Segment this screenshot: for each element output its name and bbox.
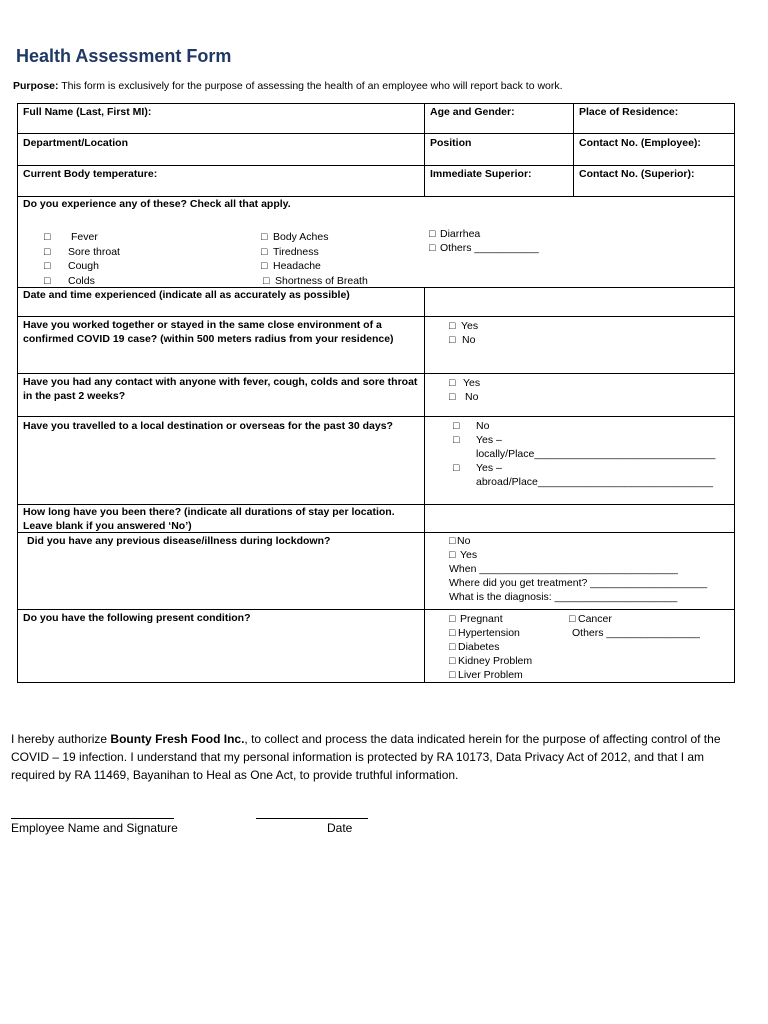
checkbox-icon[interactable]: □ [261, 260, 268, 272]
row-divider [18, 316, 734, 317]
fever-contact-question: Have you had any contact with anyone with fever, cough, colds and sore throat in the past 2 weeks? [23, 376, 418, 402]
checkbox-icon[interactable]: □ [261, 246, 268, 258]
checkbox-icon[interactable]: □ [44, 246, 51, 258]
symptom-sore-throat: Sore throat [68, 246, 120, 258]
row-divider [18, 609, 734, 610]
symptom-headache: Headache [273, 260, 321, 272]
date-signature-line[interactable] [256, 818, 368, 819]
symptom-fever: Fever [71, 231, 98, 243]
symptom-body-aches: Body Aches [273, 231, 329, 243]
checkbox-icon[interactable]: □ [449, 669, 456, 681]
checkbox-icon[interactable]: □ [449, 655, 456, 667]
travel-abroad-place: abroad/Place______________________________ [476, 476, 714, 488]
purpose-label: Purpose: [13, 80, 59, 92]
condition-kidney: Kidney Problem [458, 655, 533, 667]
symptom-shortness-of-breath: Shortness of Breath [275, 275, 368, 287]
condition-others: Others ________________ [572, 627, 700, 639]
column-divider [424, 287, 425, 683]
travel-no: No [476, 420, 490, 432]
symptom-tiredness: Tiredness [273, 246, 319, 258]
travel-yes-abroad: Yes – [476, 462, 502, 474]
symptom-colds: Colds [68, 275, 95, 287]
checkbox-icon[interactable]: □ [449, 377, 456, 389]
condition-liver: Liver Problem [458, 669, 523, 681]
superior-label: Immediate Superior: [430, 168, 532, 180]
travel-local-place: locally/Place_______________________________ [476, 448, 716, 460]
covid-contact-question: Have you worked together or stayed in the same close environment of a confirmed COVID 19 case? (within 500 meters radius from your residence) [23, 319, 394, 345]
condition-cancer: Cancer [578, 613, 612, 625]
checkbox-icon[interactable]: □ [449, 391, 456, 403]
conditions-question: Do you have the following present condition? [23, 612, 251, 624]
checkbox-icon[interactable]: □ [449, 641, 456, 653]
checkbox-icon[interactable]: □ [449, 627, 456, 639]
date-label: Date [327, 821, 353, 835]
checkbox-icon[interactable]: □ [263, 275, 270, 287]
duration-question: How long have you been there? (indicate all durations of stay per location. Leave blank if you answered ‘No’) [23, 506, 395, 532]
checkbox-icon[interactable]: □ [44, 275, 51, 287]
checkbox-icon[interactable]: □ [44, 260, 51, 272]
age-gender-label: Age and Gender: [430, 106, 515, 118]
illness-when: When __________________________________ [449, 563, 678, 575]
illness-no: No [457, 535, 471, 547]
purpose-statement [13, 80, 563, 92]
illness-treatment: Where did you get treatment? ____________________ [449, 577, 708, 589]
form-title: Health Assessment Form [16, 46, 232, 66]
company-name: Bounty Fresh Food Inc. [110, 732, 245, 746]
symptom-diarrhea: Diarrhea [440, 228, 481, 240]
checkbox-icon[interactable]: □ [449, 535, 456, 547]
condition-diabetes: Diabetes [458, 641, 500, 653]
covid-contact-yes: Yes [461, 320, 479, 332]
row-divider [18, 133, 734, 134]
travel-yes-local: Yes – [476, 434, 502, 446]
employee-signature-label: Employee Name and Signature [11, 821, 178, 835]
row-divider [18, 373, 734, 374]
checkbox-icon[interactable]: □ [449, 320, 456, 332]
full-name-label: Full Name (Last, First MI): [23, 106, 152, 118]
position-label: Position [430, 137, 472, 149]
covid-contact-no: No [462, 334, 476, 346]
row-divider [18, 165, 734, 166]
checkbox-icon[interactable]: □ [44, 231, 51, 243]
contact-employee-label: Contact No. (Employee): [579, 137, 701, 149]
checkbox-icon[interactable]: □ [453, 420, 460, 432]
temperature-label: Current Body temperature: [23, 168, 158, 180]
fever-contact-no: No [465, 391, 479, 403]
checkbox-icon[interactable]: □ [569, 613, 576, 625]
authorization-text-end: , to collect and process the data indicated herein for the purpose of affecting control of the COVID – 19 infection. I understand that my personal information is protected by RA 10173, Data Privacy Act of 2012, and that I am required by RA 11469, Bayanihan to Heal as One Act, to provide truthful information. [11, 732, 721, 782]
symptoms-question: Do you experience any of these? Check all that apply. [23, 198, 291, 210]
condition-hypertension: Hypertension [458, 627, 520, 639]
checkbox-icon[interactable]: □ [429, 228, 436, 240]
employee-signature-line[interactable] [11, 818, 174, 819]
assessment-table [17, 103, 735, 683]
checkbox-icon[interactable]: □ [261, 231, 268, 243]
authorization-text-start: I hereby authorize [11, 732, 111, 746]
department-label: Department/Location [23, 137, 129, 149]
checkbox-icon[interactable]: □ [449, 613, 456, 625]
row-divider [18, 416, 734, 417]
date-time-question: Date and time experienced (indicate all as accurately as possible) [23, 289, 350, 301]
travel-question: Have you travelled to a local destination or overseas for the past 30 days? [23, 420, 393, 432]
illness-diagnosis: What is the diagnosis: _____________________ [449, 591, 678, 603]
checkbox-icon[interactable]: □ [449, 549, 456, 561]
checkbox-icon[interactable]: □ [453, 434, 460, 446]
symptom-others: Others ___________ [440, 242, 539, 254]
column-divider [424, 104, 425, 196]
column-divider [573, 104, 574, 196]
illness-yes: Yes [460, 549, 478, 561]
authorization-statement [11, 730, 741, 784]
residence-label: Place of Residence: [579, 106, 679, 118]
checkbox-icon[interactable]: □ [449, 334, 456, 346]
fever-contact-yes: Yes [463, 377, 481, 389]
illness-question: Did you have any previous disease/illness during lockdown? [27, 535, 331, 547]
condition-pregnant: Pregnant [460, 613, 503, 625]
checkbox-icon[interactable]: □ [453, 462, 460, 474]
contact-superior-label: Contact No. (Superior): [579, 168, 695, 180]
purpose-text: This form is exclusively for the purpose of assessing the health of an employee who will report back to work. [58, 80, 563, 92]
symptom-cough: Cough [68, 260, 99, 272]
checkbox-icon[interactable]: □ [429, 242, 436, 254]
